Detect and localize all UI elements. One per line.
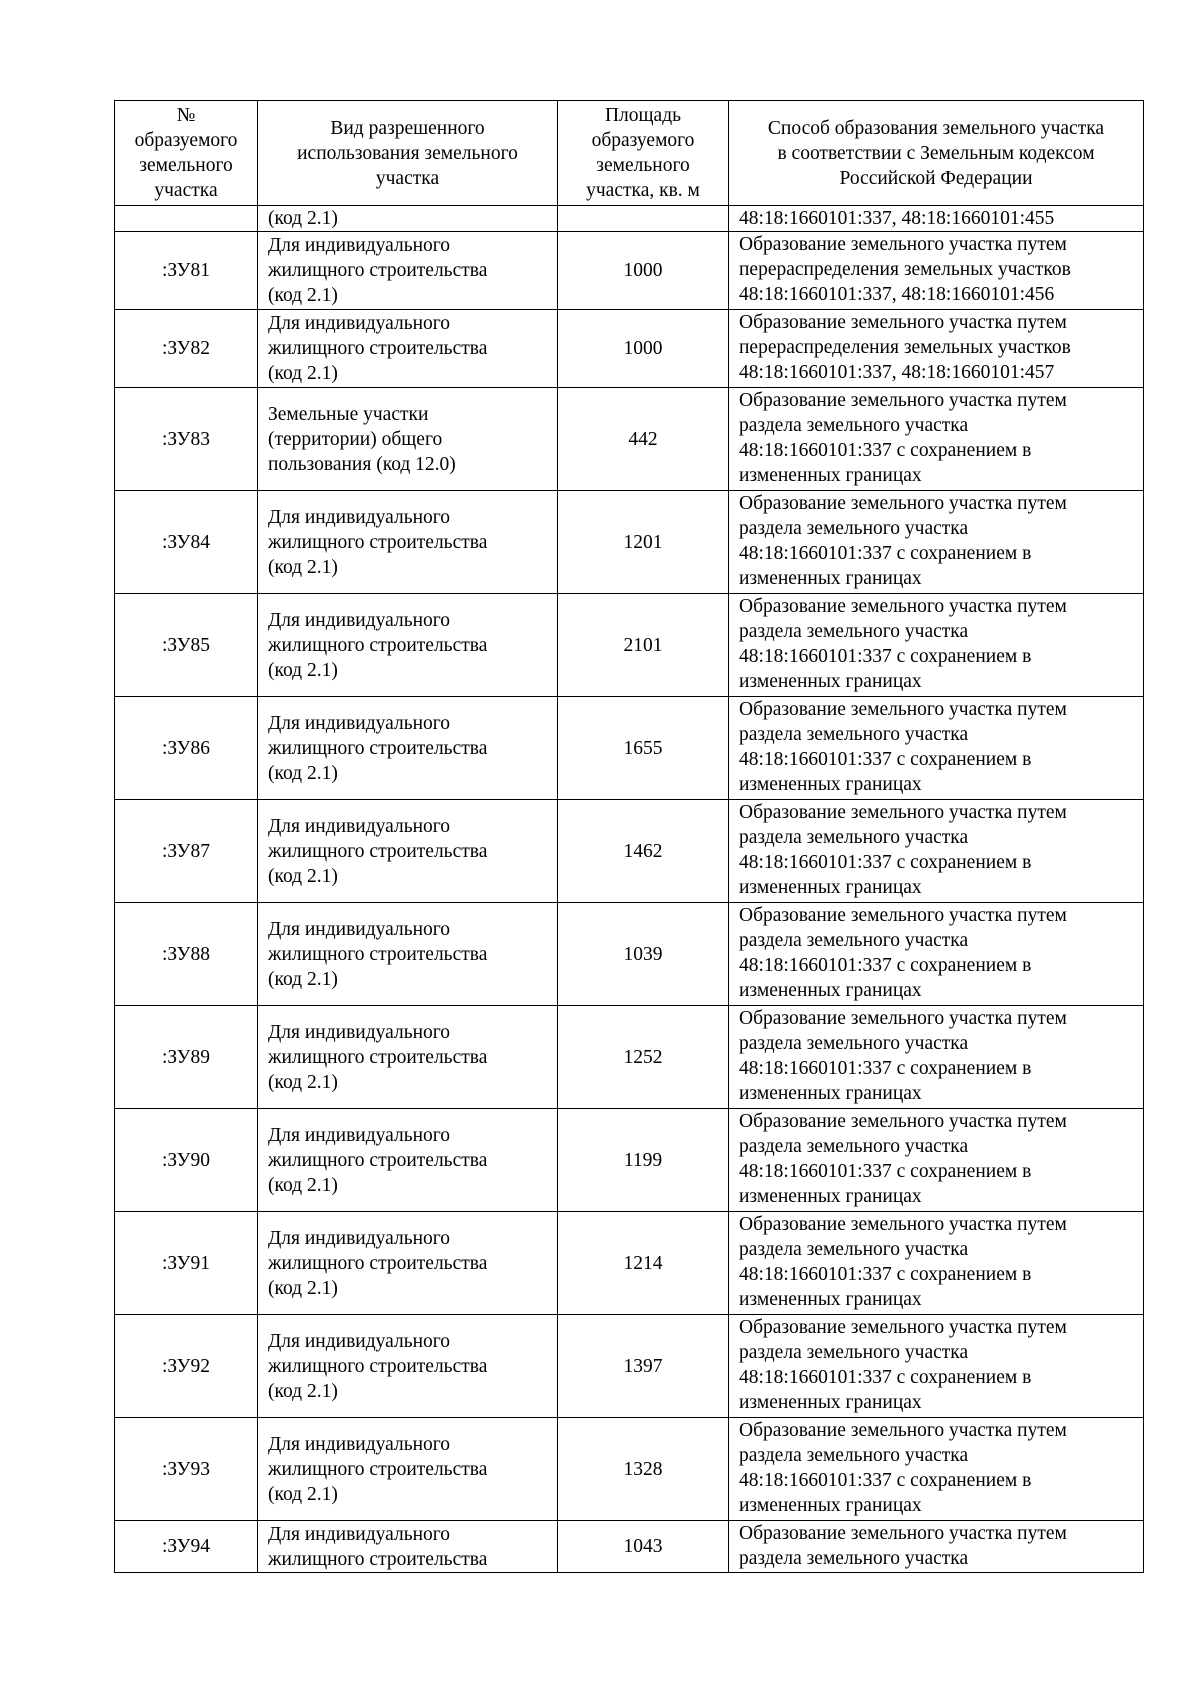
cell-formation-method [729,206,1144,232]
cell-area: 1043 [558,1521,729,1573]
header-formation-method: Способ образования земельного участка в соответствии с Земельным кодексом Российской Федерации [729,101,1144,206]
cell-formation-method [729,1418,1144,1521]
method-line: раздела земельного участка [739,1239,969,1260]
use-line: Для индивидуального [268,1433,451,1455]
table-row [115,903,1144,1006]
cell-area [558,206,729,232]
cell-plot-number: :ЗУ93 [115,1418,258,1521]
cell-permitted-use [258,903,558,1006]
method-line: 48:18:1660101:337 с сохранением в [739,749,1032,770]
use-line: жилищного строительства [268,634,488,656]
method-line: 48:18:1660101:337 с сохранением в [739,955,1032,976]
cell-plot-number: :ЗУ81 [115,232,258,310]
cell-permitted-use [258,491,558,594]
use-line: (код 2.1) [268,363,338,384]
cell-permitted-use [258,697,558,800]
cell-permitted-use [258,232,558,310]
cell-area: 1397 [558,1315,729,1418]
cell-permitted-use [258,310,558,388]
use-line: Для индивидуального [268,1124,451,1146]
method-line: Образование земельного участка путем [739,1317,1067,1338]
use-line: (код 2.1) [268,1277,338,1299]
method-line: раздела земельного участка [739,1342,969,1363]
method-line: измененных границах [739,877,922,898]
method-line: измененных границах [739,1289,922,1310]
cell-area: 1000 [558,310,729,388]
cell-plot-number: :ЗУ85 [115,594,258,697]
method-line: Образование земельного участка путем [739,1111,1067,1132]
table-row [115,232,1144,310]
cell-permitted-use [258,1109,558,1212]
table-row [115,1006,1144,1109]
method-line: измененных границах [739,980,922,1001]
cell-area: 1252 [558,1006,729,1109]
header-permitted-use: Вид разрешенного использования земельного участка [258,101,558,206]
method-line: Образование земельного участка путем [739,312,1067,333]
method-line: раздела земельного участка [739,621,969,642]
method-line: измененных границах [739,568,922,589]
method-line: раздела земельного участка [739,415,969,436]
cell-area: 1199 [558,1109,729,1212]
method-line: измененных границах [739,1495,922,1516]
table-row [115,491,1144,594]
use-line: жилищного строительства [268,260,488,281]
use-line: Для индивидуального [268,313,451,334]
header-plot-number: № образуемого земельного участка [115,101,258,206]
cell-formation-method [729,388,1144,491]
method-line: измененных границах [739,1083,922,1104]
table-row [115,697,1144,800]
cell-permitted-use [258,206,558,232]
table-row [115,594,1144,697]
method-line: раздела земельного участка [739,1548,969,1569]
cell-formation-method [729,1006,1144,1109]
method-line: измененных границах [739,1392,922,1413]
use-line: жилищного строительства [268,1458,488,1480]
method-line: раздела земельного участка [739,827,969,848]
method-line: раздела земельного участка [739,1445,969,1466]
use-line: пользования (код 12.0) [268,453,456,475]
method-line: 48:18:1660101:337 с сохранением в [739,1367,1032,1388]
cell-area: 1328 [558,1418,729,1521]
cell-formation-method [729,1521,1144,1573]
use-line: Земельные участки [268,403,429,425]
cell-area: 1039 [558,903,729,1006]
cell-area: 442 [558,388,729,491]
method-line: Образование земельного участка путем [739,1214,1067,1235]
method-line: перераспределения земельных участков [739,337,1071,358]
use-line: (код 2.1) [268,1174,338,1196]
method-line: 48:18:1660101:337 с сохранением в [739,543,1032,564]
cell-plot-number: :ЗУ87 [115,800,258,903]
use-line: жилищного строительства [268,1252,488,1274]
cell-formation-method [729,1315,1144,1418]
use-line: жилищного строительства [268,338,488,359]
cell-formation-method [729,800,1144,903]
cell-permitted-use [258,594,558,697]
method-line: 48:18:1660101:337 с сохранением в [739,1264,1032,1285]
method-line: Образование земельного участка путем [739,1523,1067,1544]
use-line: Для индивидуального [268,1021,451,1043]
method-line: 48:18:1660101:337 с сохранением в [739,1161,1032,1182]
use-line: Для индивидуального [268,1523,451,1545]
use-line: Для индивидуального [268,1330,451,1352]
method-line: 48:18:1660101:337, 48:18:1660101:455 [739,208,1055,229]
use-line: жилищного строительства [268,737,488,759]
use-line: Для индивидуального [268,918,451,940]
cell-permitted-use [258,1006,558,1109]
method-line: 48:18:1660101:337 с сохранением в [739,646,1032,667]
method-line: перераспределения земельных участков [739,259,1071,280]
method-line: измененных границах [739,465,922,486]
cell-plot-number: :ЗУ88 [115,903,258,1006]
use-line: жилищного строительства [268,1046,488,1068]
cell-formation-method [729,594,1144,697]
cell-permitted-use [258,388,558,491]
cell-area: 1000 [558,232,729,310]
cell-plot-number: :ЗУ84 [115,491,258,594]
cell-plot-number: :ЗУ92 [115,1315,258,1418]
use-line: Для индивидуального [268,235,451,256]
method-line: раздела земельного участка [739,930,969,951]
table-row [115,1212,1144,1315]
method-line: 48:18:1660101:337 с сохранением в [739,852,1032,873]
method-line: измененных границах [739,774,922,795]
table-body [115,206,1144,1573]
use-line: Для индивидуального [268,712,451,734]
cell-formation-method [729,697,1144,800]
cell-permitted-use [258,1521,558,1573]
table-row [115,800,1144,903]
use-line: (код 2.1) [268,1483,338,1505]
use-line: Для индивидуального [268,609,451,631]
method-line: Образование земельного участка путем [739,493,1067,514]
method-line: Образование земельного участка путем [739,234,1067,255]
cell-permitted-use [258,1315,558,1418]
cell-area: 1655 [558,697,729,800]
cell-area: 1214 [558,1212,729,1315]
table-header-row [115,101,1144,206]
method-line: Образование земельного участка путем [739,390,1067,411]
cell-area: 1462 [558,800,729,903]
cell-permitted-use [258,1212,558,1315]
cell-plot-number: :ЗУ89 [115,1006,258,1109]
method-line: 48:18:1660101:337 с сохранением в [739,1058,1032,1079]
method-line: Образование земельного участка путем [739,699,1067,720]
use-line: (код 2.1) [268,1071,338,1093]
method-line: Образование земельного участка путем [739,1008,1067,1029]
method-line: Образование земельного участка путем [739,1420,1067,1441]
cell-plot-number: :ЗУ90 [115,1109,258,1212]
method-line: 48:18:1660101:337, 48:18:1660101:456 [739,284,1055,305]
use-line: (код 2.1) [268,659,338,681]
use-line: (код 2.1) [268,762,338,784]
use-line: жилищного строительства [268,943,488,965]
method-line: измененных границах [739,671,922,692]
table-row [115,388,1144,491]
use-line: (код 2.1) [268,208,338,229]
use-line: Для индивидуального [268,1227,451,1249]
method-line: раздела земельного участка [739,724,969,745]
table-row [115,1418,1144,1521]
use-line: Для индивидуального [268,815,451,837]
cell-plot-number [115,206,258,232]
cell-plot-number: :ЗУ94 [115,1521,258,1573]
method-line: раздела земельного участка [739,518,969,539]
use-line: (территории) общего [268,428,443,450]
cell-formation-method [729,1109,1144,1212]
method-line: 48:18:1660101:337 с сохранением в [739,440,1032,461]
land-plots-table [114,100,1144,1573]
cell-plot-number: :ЗУ91 [115,1212,258,1315]
table-row [115,1521,1144,1573]
use-line: жилищного строительства [268,1355,488,1377]
header-area: Площадь образуемого земельного участка, кв. м [558,101,729,206]
use-line: жилищного строительства [268,1548,488,1570]
cell-formation-method [729,903,1144,1006]
use-line: (код 2.1) [268,865,338,887]
cell-permitted-use [258,800,558,903]
cell-formation-method [729,232,1144,310]
cell-plot-number: :ЗУ83 [115,388,258,491]
method-line: Образование земельного участка путем [739,802,1067,823]
use-line: жилищного строительства [268,1149,488,1171]
cell-plot-number: :ЗУ82 [115,310,258,388]
method-line: Образование земельного участка путем [739,596,1067,617]
cell-formation-method [729,310,1144,388]
cell-area: 2101 [558,594,729,697]
use-line: Для индивидуального [268,506,451,528]
use-line: (код 2.1) [268,968,338,990]
table-row [115,310,1144,388]
cell-permitted-use [258,1418,558,1521]
cell-area: 1201 [558,491,729,594]
method-line: измененных границах [739,1186,922,1207]
use-line: жилищного строительства [268,840,488,862]
method-line: Образование земельного участка путем [739,905,1067,926]
table-row [115,1109,1144,1212]
table-row [115,206,1144,232]
use-line: жилищного строительства [268,531,488,553]
method-line: раздела земельного участка [739,1136,969,1157]
cell-formation-method [729,1212,1144,1315]
method-line: раздела земельного участка [739,1033,969,1054]
use-line: (код 2.1) [268,285,338,306]
cell-plot-number: :ЗУ86 [115,697,258,800]
method-line: 48:18:1660101:337, 48:18:1660101:457 [739,362,1055,383]
use-line: (код 2.1) [268,556,338,578]
method-line: 48:18:1660101:337 с сохранением в [739,1470,1032,1491]
use-line: (код 2.1) [268,1380,338,1402]
cell-formation-method [729,491,1144,594]
table-row [115,1315,1144,1418]
